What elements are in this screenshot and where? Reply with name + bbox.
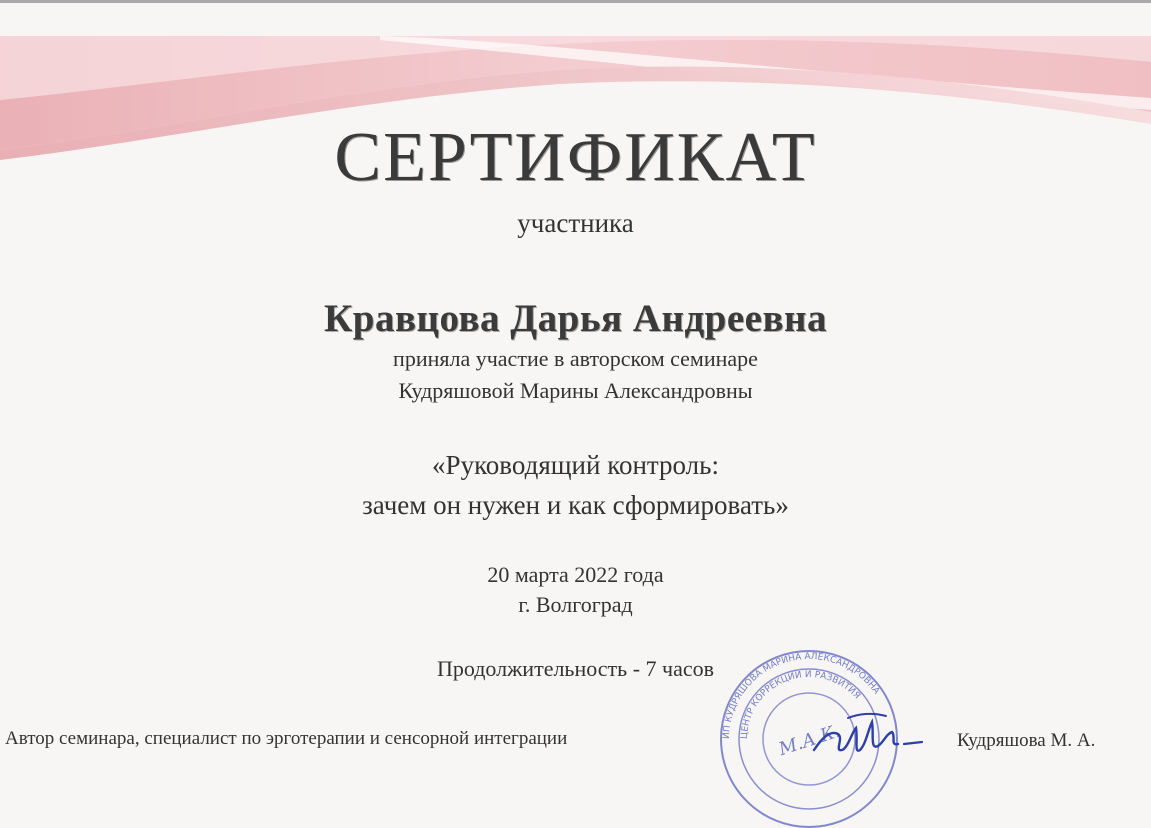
seminar-author-text: Кудряшовой Марины Александровны [398, 378, 753, 403]
certificate-title: СЕРТИФИКАТ [334, 119, 817, 196]
author-caption: Автор семинара, специалист по эрготерапии и сенсорной интеграции [5, 728, 568, 749]
participant-name: Кравцова Дарья Андреевна [323, 297, 828, 340]
participation-text: приняла участие в авторском семинаре [393, 346, 758, 371]
seminar-date: 20 марта 2022 года [487, 562, 664, 587]
stamp-outer-text: ИП КУДРЯШОВА МАРИНА АЛЕКСАНДРОВНА [721, 651, 882, 740]
seminar-title-line-1: «Руководящий контроль: [432, 450, 719, 480]
seminar-title-line-2: зачем он нужен и как сформировать» [362, 490, 789, 520]
certificate-subtitle: участника [517, 208, 634, 238]
signature [808, 700, 928, 770]
signer-name: Кудряшова М. А. [957, 730, 1096, 751]
seminar-city: г. Волгоград [518, 592, 633, 617]
seminar-duration: Продолжительность - 7 часов [436, 656, 715, 681]
stamp-center-text: М.А.К. [776, 720, 843, 761]
stamp-inner-text: ЦЕНТР КОРРЕКЦИИ И РАЗВИТИЯ [739, 669, 862, 740]
